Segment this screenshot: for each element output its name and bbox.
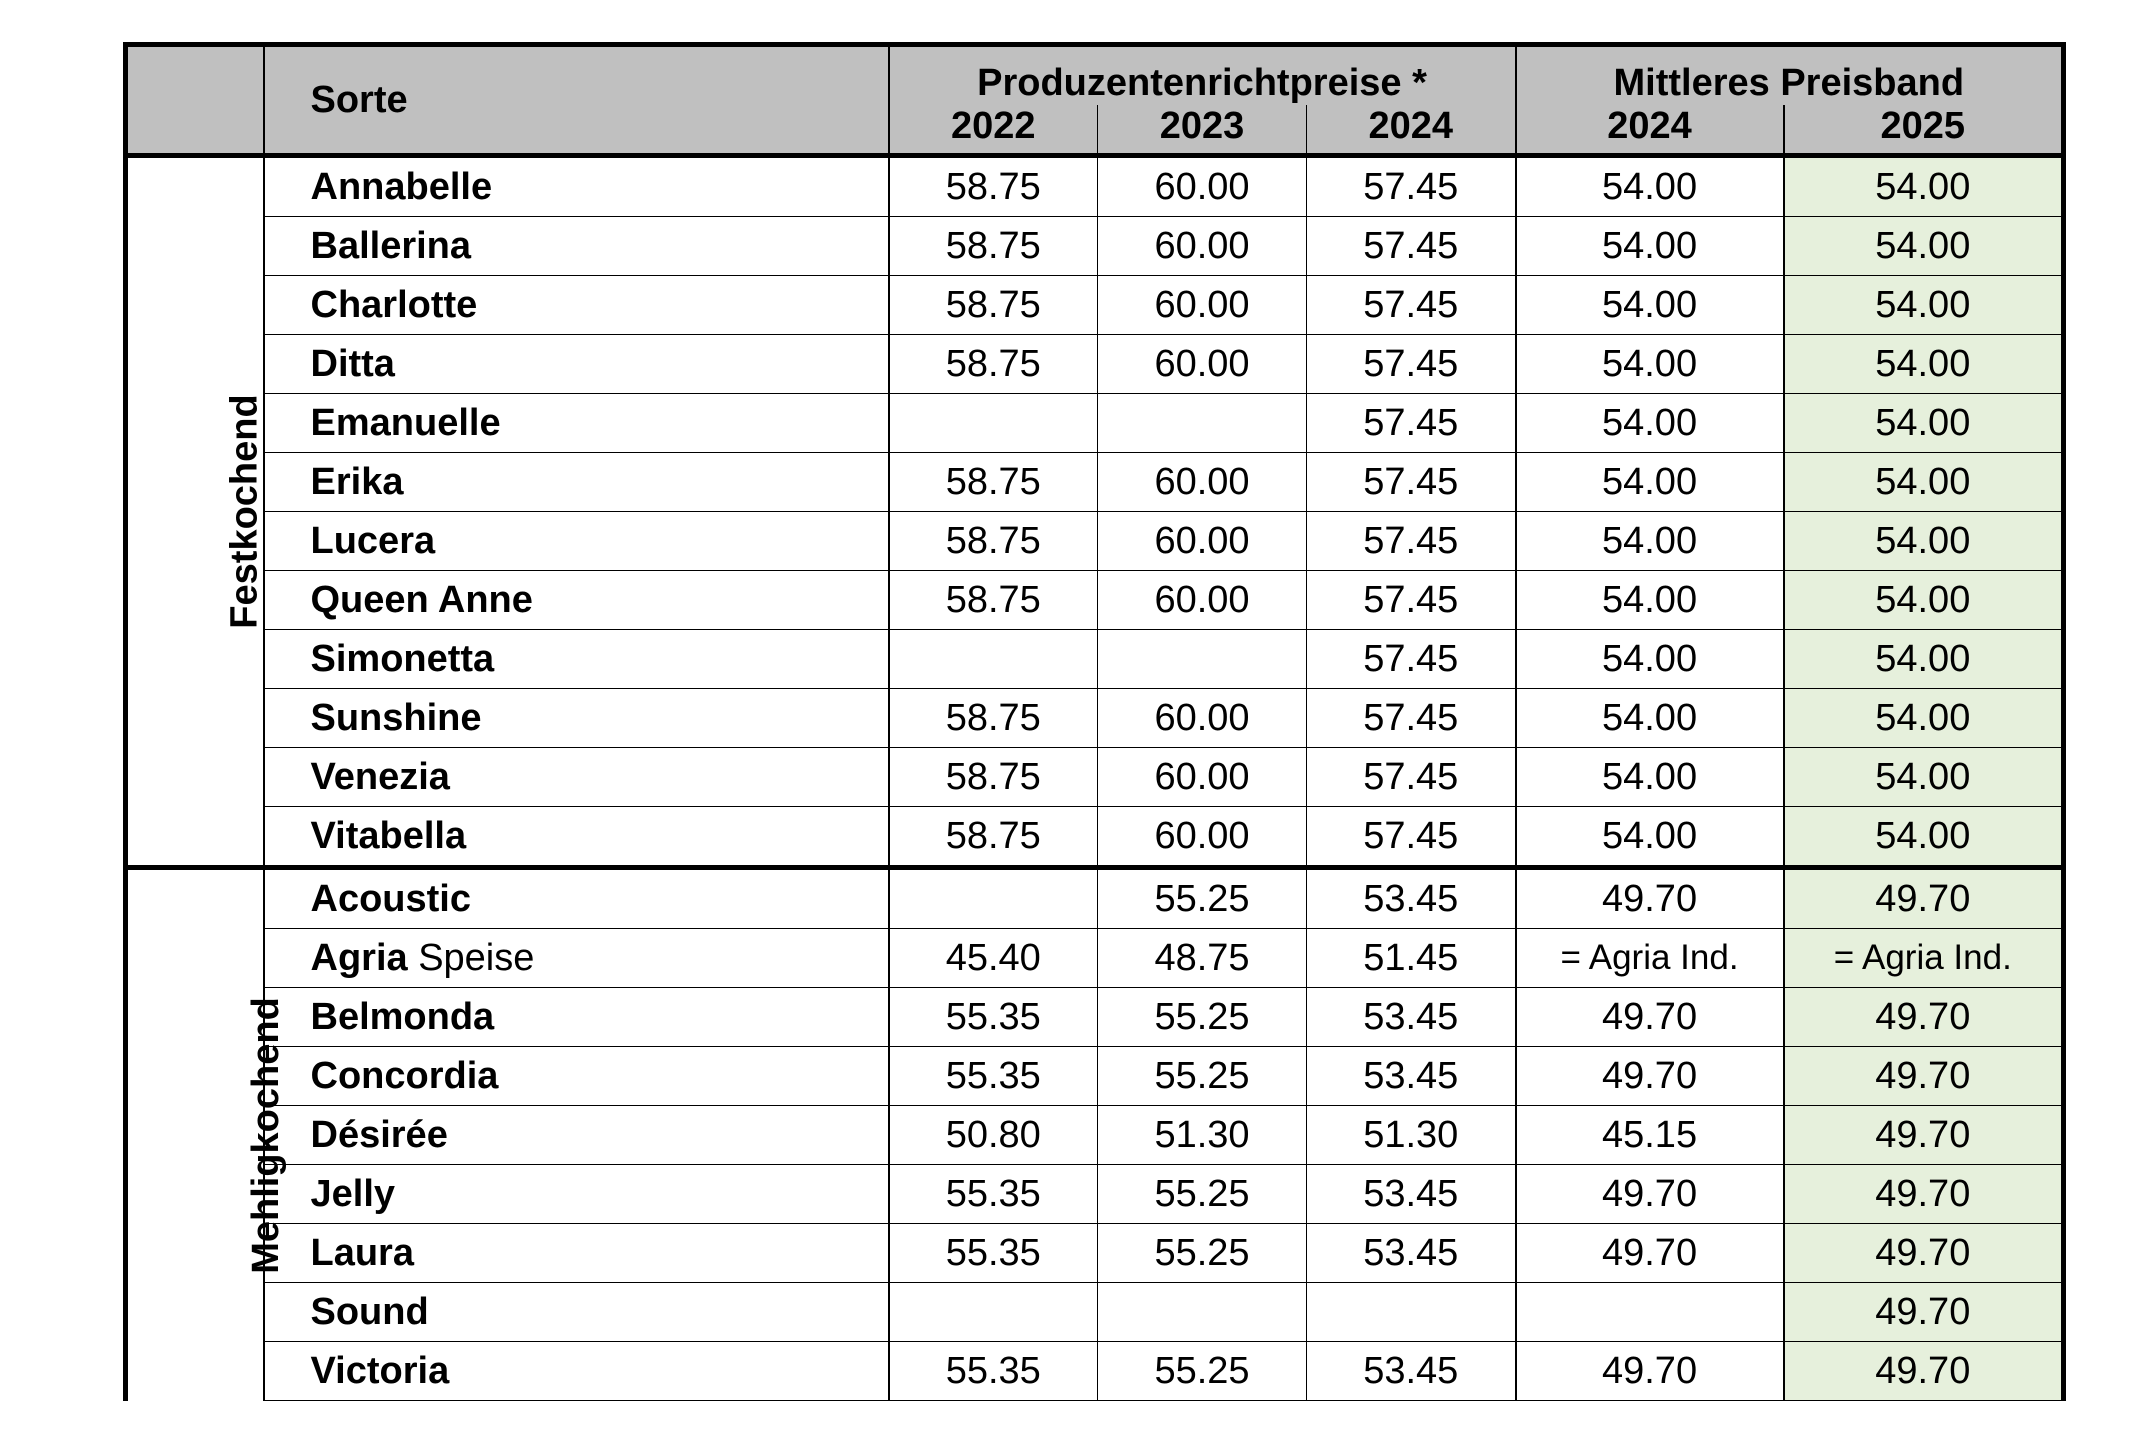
price-cell: 57.45 [1307, 453, 1516, 512]
price-cell [889, 868, 1098, 929]
price-cell: 54.00 [1784, 217, 2064, 276]
price-cell [1516, 1283, 1784, 1342]
price-cell: 48.75 [1098, 929, 1307, 988]
table-row [126, 807, 2064, 868]
price-cell: 54.00 [1516, 571, 1784, 630]
price-cell: 53.45 [1307, 1047, 1516, 1106]
price-cell: 58.75 [889, 689, 1098, 748]
variety-name: Lucera [310, 519, 436, 562]
variety-name-cell [264, 512, 889, 571]
price-cell: 60.00 [1098, 571, 1307, 630]
variety-name-cell [264, 1106, 889, 1165]
price-cell: 55.25 [1098, 868, 1307, 929]
price-cell: 55.35 [889, 1342, 1098, 1401]
variety-name: Ditta [310, 342, 395, 385]
variety-name: Concordia [310, 1054, 499, 1097]
price-cell: 54.00 [1784, 453, 2064, 512]
price-cell: 57.45 [1307, 156, 1516, 217]
price-cell: 49.70 [1516, 988, 1784, 1047]
price-cell: 60.00 [1098, 335, 1307, 394]
variety-name-cell [264, 276, 889, 335]
price-cell: 58.75 [889, 335, 1098, 394]
variety-name-cell [264, 929, 889, 988]
price-cell: 45.40 [889, 929, 1098, 988]
price-cell: 58.75 [889, 276, 1098, 335]
price-cell: 54.00 [1784, 512, 2064, 571]
price-cell: 49.70 [1516, 1165, 1784, 1224]
price-cell: 55.25 [1098, 1047, 1307, 1106]
price-cell: 60.00 [1098, 748, 1307, 807]
table-row [126, 748, 2064, 807]
price-cell: 57.45 [1307, 512, 1516, 571]
price-cell: 54.00 [1784, 630, 2064, 689]
price-cell: 57.45 [1307, 689, 1516, 748]
variety-name-cell [264, 394, 889, 453]
price-cell: 54.00 [1516, 689, 1784, 748]
price-cell: 51.45 [1307, 929, 1516, 988]
price-cell: 58.75 [889, 748, 1098, 807]
price-table-container [123, 42, 2061, 1440]
price-cell: 57.45 [1307, 748, 1516, 807]
table-row [126, 571, 2064, 630]
price-cell: 60.00 [1098, 807, 1307, 868]
price-cell: 57.45 [1307, 630, 1516, 689]
table-row [126, 512, 2064, 571]
table-row [126, 988, 2064, 1047]
header-year: 2024 [1307, 105, 1516, 156]
variety-name: Belmonda [310, 995, 495, 1038]
price-cell: 58.75 [889, 156, 1098, 217]
variety-name-cell [264, 868, 889, 929]
price-cell [1098, 394, 1307, 453]
price-cell: 58.75 [889, 453, 1098, 512]
variety-name-cell [264, 807, 889, 868]
price-cell: 60.00 [1098, 453, 1307, 512]
category-label: Festkochend [223, 394, 266, 629]
variety-name-cell [264, 1224, 889, 1283]
price-cell: 60.00 [1098, 156, 1307, 217]
variety-name-cell [264, 630, 889, 689]
price-cell: 54.00 [1784, 156, 2064, 217]
price-cell: 57.45 [1307, 571, 1516, 630]
price-cell: 49.70 [1784, 1283, 2064, 1342]
price-cell: 54.00 [1516, 748, 1784, 807]
price-cell: 55.35 [889, 1047, 1098, 1106]
price-cell: 54.00 [1784, 571, 2064, 630]
variety-name: Sound [310, 1290, 429, 1333]
table-row [126, 1165, 2064, 1224]
table-row [126, 276, 2064, 335]
price-cell: 60.00 [1098, 689, 1307, 748]
header-year: 2024 [1516, 105, 1784, 156]
category-label-cell [126, 868, 287, 1401]
price-cell: 54.00 [1784, 807, 2064, 868]
price-cell: 51.30 [1098, 1106, 1307, 1165]
price-cell: 57.45 [1307, 276, 1516, 335]
table-header [126, 45, 2064, 156]
table-row [126, 394, 2064, 453]
variety-name-cell [264, 748, 889, 807]
price-cell: 50.80 [889, 1106, 1098, 1165]
variety-name-cell [264, 1165, 889, 1224]
price-cell: 49.70 [1516, 1342, 1784, 1401]
price-cell: 49.70 [1784, 1047, 2064, 1106]
price-cell: 54.00 [1516, 217, 1784, 276]
header-year: 2025 [1784, 105, 2064, 156]
price-cell: 58.75 [889, 217, 1098, 276]
table-row [126, 630, 2064, 689]
price-cell: 54.00 [1516, 630, 1784, 689]
price-cell: 53.45 [1307, 988, 1516, 1047]
price-cell: 60.00 [1098, 512, 1307, 571]
price-cell [889, 630, 1098, 689]
price-cell: 54.00 [1516, 394, 1784, 453]
price-cell: 54.00 [1784, 394, 2064, 453]
price-cell: 45.15 [1516, 1106, 1784, 1165]
table-row [126, 1224, 2064, 1283]
price-cell: 55.35 [889, 988, 1098, 1047]
price-cell [1307, 1283, 1516, 1342]
variety-name: Annabelle [310, 165, 493, 208]
variety-name-cell [264, 335, 889, 394]
price-cell: 54.00 [1516, 807, 1784, 868]
table-row [126, 156, 2064, 217]
variety-name: Victoria [310, 1349, 450, 1392]
variety-name-cell [264, 156, 889, 217]
table-row [126, 929, 2064, 988]
price-cell: 49.70 [1784, 1224, 2064, 1283]
price-cell: 58.75 [889, 571, 1098, 630]
variety-name-cell [264, 1342, 889, 1401]
variety-name: Sunshine [310, 696, 482, 739]
price-cell: 57.45 [1307, 217, 1516, 276]
price-cell [1098, 630, 1307, 689]
price-cell: 54.00 [1516, 453, 1784, 512]
table-row [126, 1047, 2064, 1106]
price-cell [889, 394, 1098, 453]
category-label-cell [126, 156, 264, 868]
variety-name: Jelly [310, 1172, 396, 1215]
variety-name: Charlotte [310, 283, 478, 326]
table-row [126, 453, 2064, 512]
price-cell: 54.00 [1784, 689, 2064, 748]
price-cell: 55.25 [1098, 1224, 1307, 1283]
variety-name: Désirée [310, 1113, 448, 1156]
price-cell: 49.70 [1516, 868, 1784, 929]
price-cell [1098, 1283, 1307, 1342]
price-cell: 54.00 [1784, 748, 2064, 807]
variety-name-cell [264, 1283, 889, 1342]
price-cell: 53.45 [1307, 868, 1516, 929]
variety-name: Venezia [310, 755, 450, 798]
price-table [123, 42, 2066, 1401]
price-cell: 49.70 [1784, 868, 2064, 929]
variety-name: Laura [310, 1231, 414, 1274]
table-row [126, 335, 2064, 394]
header-producer-prices: Produzentenrichtpreise * [889, 45, 1516, 106]
variety-name-cell [264, 453, 889, 512]
price-cell: 58.75 [889, 807, 1098, 868]
price-cell: 57.45 [1307, 394, 1516, 453]
variety-name: Acoustic [310, 877, 471, 920]
variety-name-cell [264, 217, 889, 276]
header-year: 2022 [889, 105, 1098, 156]
table-row [126, 689, 2064, 748]
price-cell: 53.45 [1307, 1224, 1516, 1283]
price-cell: 49.70 [1516, 1047, 1784, 1106]
price-cell: 54.00 [1516, 156, 1784, 217]
table-body [126, 156, 2064, 1401]
table-row [126, 217, 2064, 276]
table-row [126, 1283, 2064, 1342]
price-cell: 55.35 [889, 1165, 1098, 1224]
variety-name: Ballerina [310, 224, 472, 267]
price-cell: 54.00 [1784, 276, 2064, 335]
header-year: 2023 [1098, 105, 1307, 156]
variety-name: Vitabella [310, 814, 467, 857]
price-cell: 49.70 [1784, 1106, 2064, 1165]
variety-name-cell [264, 1047, 889, 1106]
variety-name-cell [264, 689, 889, 748]
table-row [126, 1342, 2064, 1401]
price-cell: 58.75 [889, 512, 1098, 571]
price-cell: = Agria Ind. [1784, 929, 2064, 988]
variety-name: Queen Anne [310, 578, 533, 621]
price-cell: 55.25 [1098, 1165, 1307, 1224]
price-cell: 55.35 [889, 1224, 1098, 1283]
price-cell: 49.70 [1784, 988, 2064, 1047]
table-row [126, 868, 2064, 929]
price-cell: 53.45 [1307, 1165, 1516, 1224]
price-cell: 55.25 [1098, 988, 1307, 1047]
variety-name: Erika [310, 460, 404, 503]
category-header-cell [126, 45, 264, 156]
price-cell: 57.45 [1307, 335, 1516, 394]
price-cell: 54.00 [1516, 512, 1784, 571]
price-cell: 53.45 [1307, 1342, 1516, 1401]
category-label: Mehligkochend [244, 996, 287, 1274]
price-cell: = Agria Ind. [1516, 929, 1784, 988]
price-cell: 49.70 [1516, 1224, 1784, 1283]
price-cell: 54.00 [1784, 335, 2064, 394]
price-cell: 54.00 [1516, 335, 1784, 394]
price-cell: 60.00 [1098, 276, 1307, 335]
variety-name-cell [264, 988, 889, 1047]
price-cell: 49.70 [1784, 1342, 2064, 1401]
price-cell: 54.00 [1516, 276, 1784, 335]
price-cell: 60.00 [1098, 217, 1307, 276]
header-sorte: Sorte [264, 45, 889, 156]
variety-name: Simonetta [310, 637, 495, 680]
price-cell: 57.45 [1307, 807, 1516, 868]
variety-name: Emanuelle [310, 401, 501, 444]
price-cell: 55.25 [1098, 1342, 1307, 1401]
variety-suffix: Speise [407, 936, 535, 979]
variety-name-cell [264, 571, 889, 630]
table-row [126, 1106, 2064, 1165]
variety-name: Agria [310, 936, 408, 979]
price-cell [889, 1283, 1098, 1342]
header-price-band: Mittleres Preisband [1516, 45, 2064, 106]
price-cell: 49.70 [1784, 1165, 2064, 1224]
price-cell: 51.30 [1307, 1106, 1516, 1165]
